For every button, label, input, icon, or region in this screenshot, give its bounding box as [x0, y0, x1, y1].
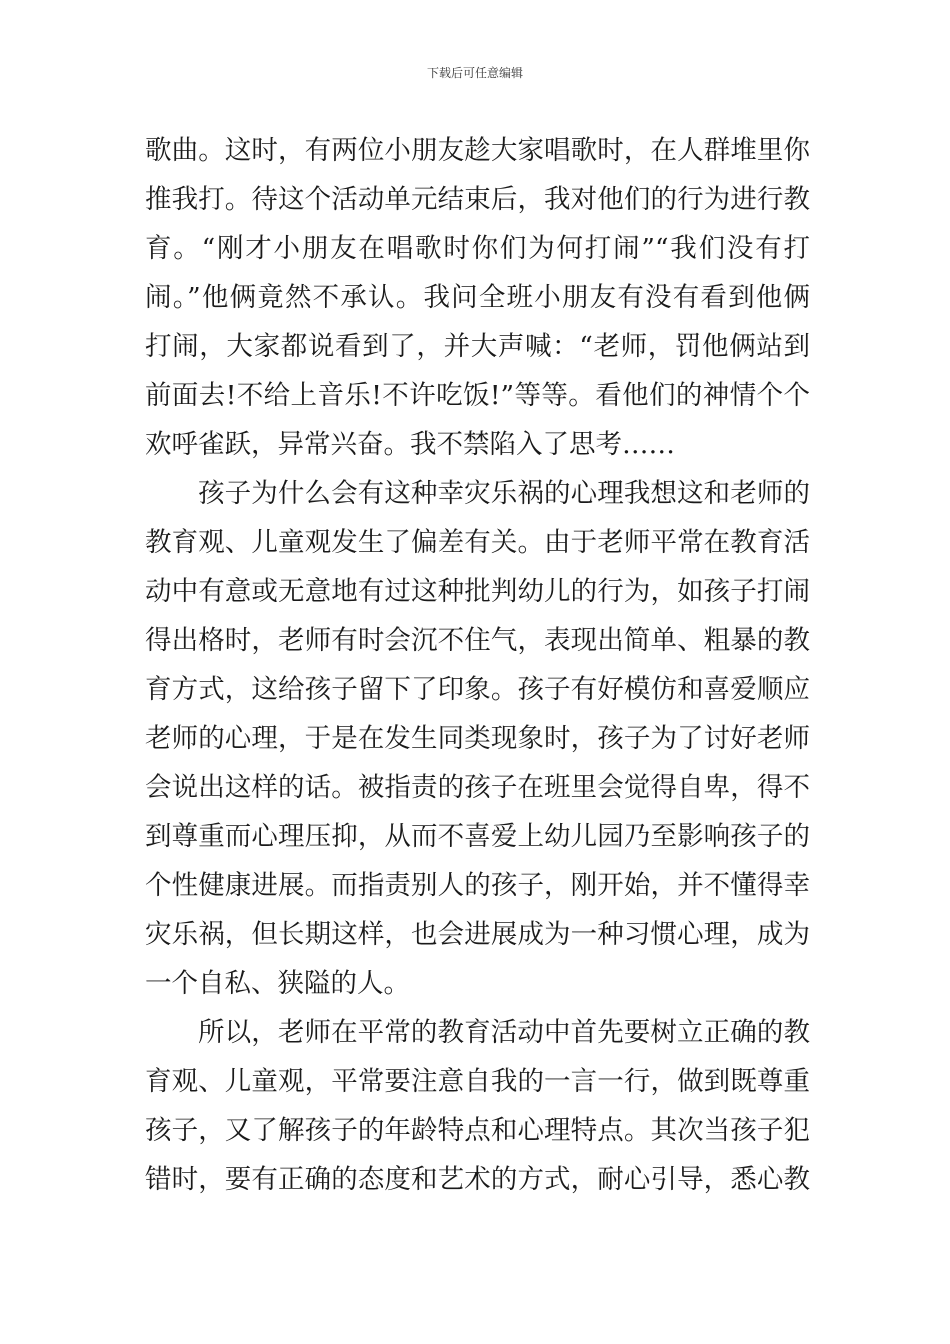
- text-line: 育方式，这给孩子留下了印象。孩子有好模仿和喜爱顺应: [145, 674, 810, 705]
- text-line: 前面去!不给上音乐!不许吃饭!”等等。看他们的神情个个: [145, 380, 810, 411]
- text-line: 育。“刚才小朋友在唱歌时你们为何打闹”“我们没有打: [145, 233, 810, 264]
- text-line: 所以，老师在平常的教育活动中首先要树立正确的教: [198, 1017, 810, 1048]
- text-line: 动中有意或无意地有过这种批判幼儿的行为，如孩子打闹: [145, 576, 810, 607]
- text-line: 打闹，大家都说看到了，并大声喊：“老师，罚他俩站到: [145, 331, 810, 362]
- page-header: 下载后可任意编辑: [426, 66, 523, 80]
- text-line: 孩子，又了解孩子的年龄特点和心理特点。其次当孩子犯: [145, 1115, 810, 1146]
- text-line: 得出格时，老师有时会沉不住气，表现出简单、粗暴的教: [145, 625, 810, 656]
- text-line: 育观、儿童观，平常要注意自我的一言一行，做到既尊重: [145, 1066, 810, 1097]
- text-line: 个性健康进展。而指责别人的孩子，刚开始，并不懂得幸: [145, 870, 810, 901]
- text-line: 老师的心理，于是在发生同类现象时，孩子为了讨好老师: [145, 723, 810, 754]
- text-line: 错时，要有正确的态度和艺术的方式，耐心引导，悉心教: [145, 1164, 810, 1195]
- text-line: 歌曲。这时，有两位小朋友趁大家唱歌时，在人群堆里你: [145, 135, 810, 166]
- text-line: 欢呼雀跃，异常兴奋。我不禁陷入了思考……: [145, 429, 675, 460]
- text-line: 到尊重而心理压抑，从而不喜爱上幼儿园乃至影响孩子的: [145, 821, 810, 852]
- document-body: [145, 126, 810, 1204]
- text-line: 孩子为什么会有这种幸灾乐祸的心理我想这和老师的: [198, 478, 810, 509]
- text-line: 推我打。待这个活动单元结束后，我对他们的行为进行教: [145, 184, 810, 215]
- text-line: 灾乐祸，但长期这样，也会进展成为一种习惯心理，成为: [145, 919, 810, 950]
- text-line: 闹。”他俩竟然不承认。我问全班小朋友有没有看到他俩: [145, 282, 810, 313]
- text-line: 会说出这样的话。被指责的孩子在班里会觉得自卑，得不: [145, 772, 810, 803]
- text-line: 教育观、儿童观发生了偏差有关。由于老师平常在教育活: [145, 527, 810, 558]
- text-line: 一个自私、狭隘的人。: [145, 968, 410, 999]
